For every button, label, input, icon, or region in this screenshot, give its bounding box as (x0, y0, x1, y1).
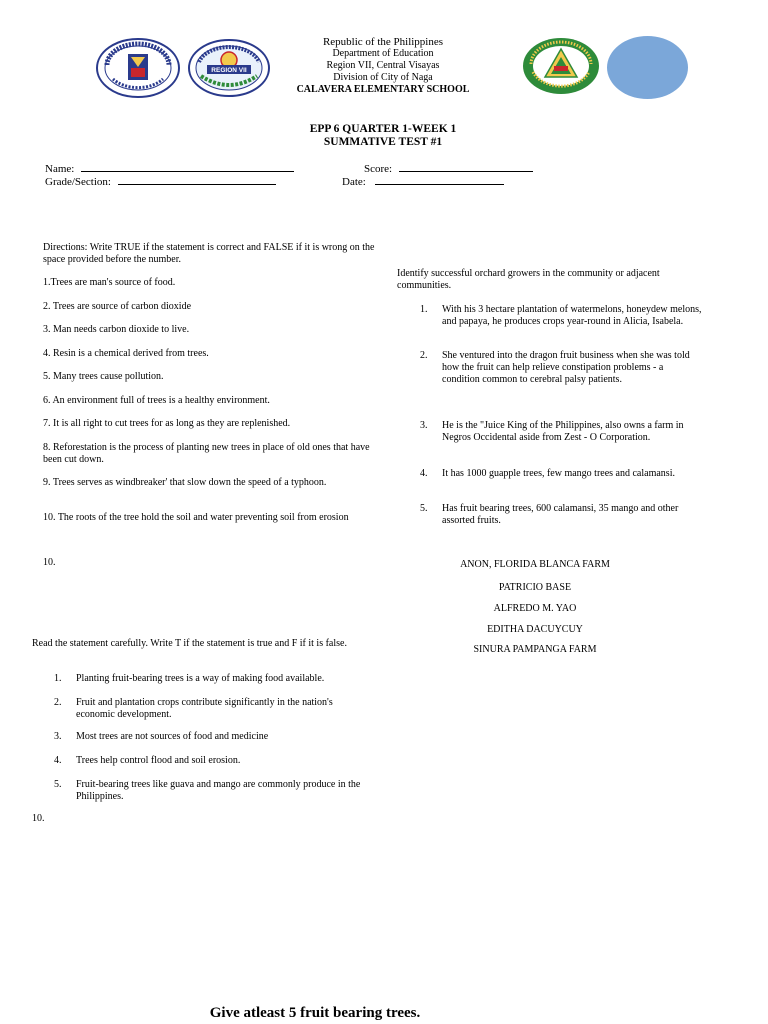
letterhead (250, 36, 516, 96)
region-line: Region VII, Central Visayas (326, 60, 440, 71)
name-label: Name: (45, 163, 75, 175)
part1-item: 6. An environment full of trees is a healthy environment. (43, 395, 270, 406)
title-line-1: EPP 6 QUARTER 1-WEEK 1 (309, 123, 457, 135)
part3-item-text: Fruit and plantation crops contribute significantly in the nation's economic development. (76, 697, 333, 720)
part3-item-number: 4. (54, 755, 62, 766)
part1-item: 7. It is all right to cut trees for as long as they are replenished. (43, 418, 291, 429)
part3-item (54, 697, 364, 721)
title-line-2: SUMMATIVE TEST #1 (323, 136, 443, 148)
part1-item: 8. Reforestation is the process of planting new trees in place of old ones that have been cut down. (43, 442, 370, 465)
part2-item-number: 1. (420, 304, 428, 315)
part2-item (420, 468, 702, 480)
answer-choice: SINURA PAMPANGA FARM (473, 644, 597, 655)
part2-item (420, 420, 702, 444)
part2-item (420, 503, 702, 527)
answer-choice: EDITHA DACUYCUY (487, 624, 583, 635)
part3-item-number: 2. (54, 697, 62, 708)
part3-item-text: Planting fruit-bearing trees is a way of making food available. (76, 673, 325, 684)
part1-item: 9. Trees serves as windbreaker' that slow down the speed of a typhoon. (43, 477, 327, 488)
footer-prompt: Give atleast 5 fruit bearing trees. (209, 1005, 421, 1021)
date-blank[interactable] (375, 174, 504, 185)
part3-item-text: Trees help control flood and soil erosion. (76, 755, 241, 766)
part2-item (420, 304, 702, 328)
grade-section-label: Grade/Section: (45, 176, 111, 188)
part2-item-number: 4. (420, 468, 428, 479)
part3-item-text: Most trees are not sources of food and medicine (76, 731, 269, 742)
part2-item-text: It has 1000 guapple trees, few mango trees and calamansi. (442, 468, 675, 479)
test-title (250, 123, 516, 149)
part1-item: 2. Trees are source of carbon dioxide (43, 301, 192, 312)
part1-item: 5. Many trees cause pollution. (43, 371, 164, 382)
part1-item: 1.Trees are man's source of food. (43, 277, 176, 288)
part1-trailing-number: 10. (43, 557, 56, 568)
part1-item: 10. The roots of the tree hold the soil and water preventing soil from erosion (43, 512, 349, 523)
part3-item (54, 673, 364, 685)
part3-item (54, 779, 364, 803)
part3-item-number: 1. (54, 673, 62, 684)
date-label: Date: (342, 176, 366, 188)
division-naga-logo (521, 36, 601, 96)
part2-directions: Identify successful orchard growers in the community or adjacent communities. (397, 268, 660, 291)
part3-item (54, 755, 364, 767)
republic-line: Republic of the Philippines (322, 36, 444, 48)
part2-item-text: With his 3 hectare plantation of watermelons, honeydew melons, and papaya, he produces crops year-round in Alicia, Isabela. (442, 304, 702, 327)
part2-item-text: He is the "Juice King of the Philippines, also owns a farm in Negros Occidental aside from Zest - O Corporation. (442, 420, 684, 443)
deped-seal-logo (95, 37, 181, 99)
part2-item-text: She ventured into the dragon fruit business when she was told how the fruit can help relieve constipation problems - a condition common to cerebral palsy patients. (442, 350, 690, 385)
part3-directions: Read the statement carefully. Write T if the statement is true and F if it is false. (32, 638, 347, 649)
part2-item-number: 2. (420, 350, 428, 361)
part2-item-number: 5. (420, 503, 428, 514)
part1-item: 3. Man needs carbon dioxide to live. (43, 324, 190, 335)
part3-trailing-number: 10. (32, 813, 45, 824)
part1-directions: Directions: Write TRUE if the statement is correct and FALSE if it is wrong on the space provided before the number. (43, 242, 375, 265)
grade-section-blank[interactable] (118, 174, 276, 185)
part3-item-number: 5. (54, 779, 62, 790)
division-line: Division of City of Naga (333, 72, 433, 83)
date-field[interactable] (342, 174, 504, 189)
answer-choice: ANON, FLORIDA BLANCA FARM (460, 559, 610, 570)
grade-section-field[interactable] (45, 174, 276, 189)
part2-item-number: 3. (420, 420, 428, 431)
part3-item-text: Fruit-bearing trees like guava and mango are commonly produce in the Philippines. (76, 779, 361, 802)
school-name: CALAVERA ELEMENTARY SCHOOL (296, 84, 470, 95)
part2-item-text: Has fruit bearing trees, 600 calamansi, 35 mango and other assorted fruits. (442, 503, 679, 526)
answer-choice: ALFREDO M. YAO (493, 603, 577, 614)
part3-item (54, 731, 364, 743)
score-label: Score: (364, 163, 393, 175)
score-blank[interactable] (399, 161, 533, 172)
name-blank[interactable] (81, 161, 294, 172)
part1-item: 4. Resin is a chemical derived from trees. (43, 348, 209, 359)
department-line: Department of Education (332, 48, 434, 59)
part3-item-number: 3. (54, 731, 62, 742)
svg-text:REGION VII: REGION VII (211, 67, 247, 74)
decorative-circle (607, 36, 688, 99)
answer-choice: PATRICIO BASE (498, 582, 572, 593)
part2-item (420, 350, 702, 386)
